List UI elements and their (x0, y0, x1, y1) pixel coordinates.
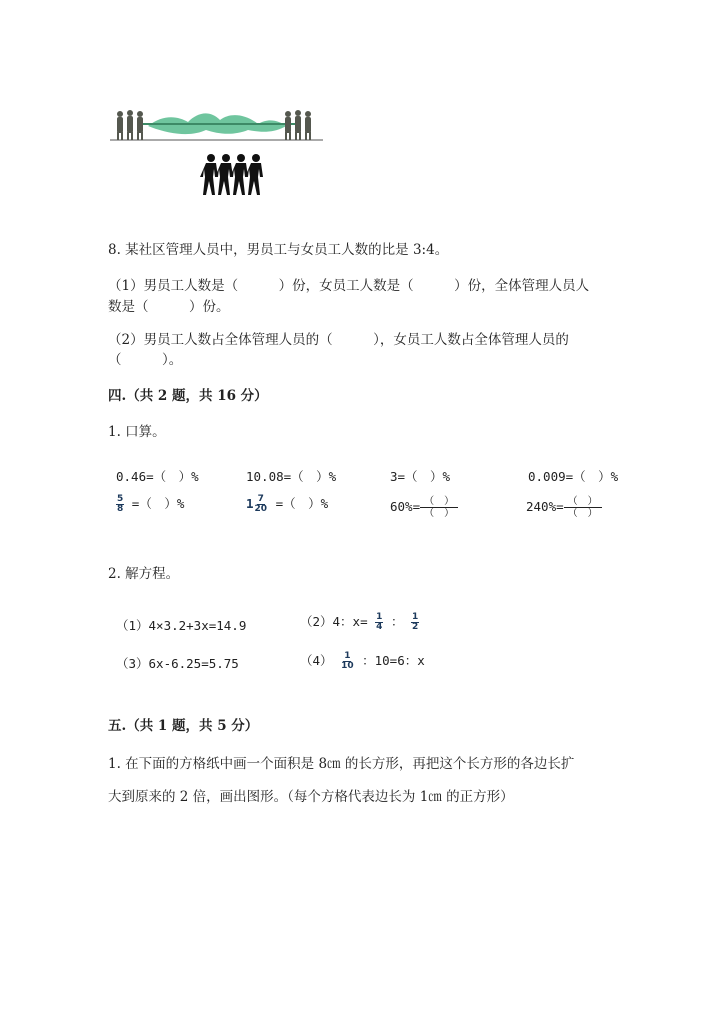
q8-sub1-line1: （1）男员工人数是（ ）份，女员工人数是（ ）份，全体管理人员人 (108, 278, 590, 294)
calc-item-3: 3=（ ）% (390, 469, 451, 484)
fraction: $\frac{7}{20}$ (254, 493, 268, 514)
q8-sub1-line2: 数是（ ）份。 (108, 299, 230, 315)
blank-fraction: （ ） （ ） (420, 496, 458, 519)
calc-item-7: 60%= （ ） （ ） (390, 496, 458, 519)
calc-item-6: 1 $\frac{7}{20}$ =（ ）% (246, 493, 329, 514)
calc-item-1: 0.46=（ ）% (116, 469, 199, 484)
q8-sub2-line1: （2）男员工人数占全体管理人员的（ ），女员工人数占全体管理人员的 (108, 332, 569, 348)
section-5-heading: 五.（共 1 题，共 5 分） (108, 718, 259, 734)
q8-sub2-line2: （ ）。 (108, 352, 183, 368)
calc-item-4: 0.009=（ ）% (528, 469, 619, 484)
calc-item-8: 240%= （ ） （ ） (526, 496, 602, 519)
tug-of-war-illustration (108, 104, 328, 200)
blank-fraction: （ ） （ ） (564, 496, 602, 519)
question-8-title: 8. 某社区管理人员中，男员工与女员工人数的比是 3:4。 (108, 242, 449, 258)
equation-4: （4） $\frac{1}{10}$ ：10=6：x (300, 650, 425, 671)
equation-1: （1）4×3.2+3x=14.9 (116, 618, 247, 633)
calc-item-5: $\frac{5}{8}$ =（ ）% (117, 493, 185, 514)
section-5-q1-line2: 大到原来的 2 倍，画出图形。（每个方格代表边长为 1㎝ 的正方形） (108, 789, 514, 805)
q2-title: 2. 解方程。 (108, 566, 180, 582)
fraction: $\frac{5}{8}$ (117, 493, 124, 514)
equation-3: （3）6x-6.25=5.75 (116, 656, 239, 671)
equation-2: （2）4：x= $\frac{1}{4}$ ： $\frac{1}{2}$ (300, 611, 419, 632)
calc-item-2: 10.08=（ ）% (246, 469, 337, 484)
section-5-q1-line1: 1. 在下面的方格纸中画一个面积是 8㎝ 的长方形，再把这个长方形的各边长扩 (108, 756, 575, 772)
section-4-heading: 四.（共 2 题，共 16 分） (108, 388, 268, 404)
q1-title: 1. 口算。 (108, 424, 166, 440)
